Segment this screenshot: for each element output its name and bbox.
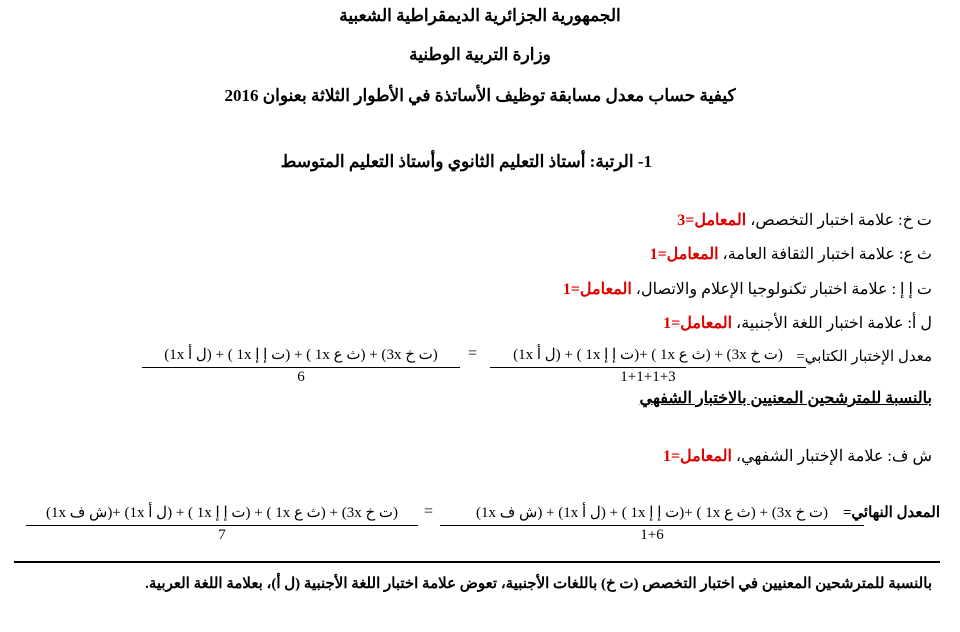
fraction-line [490,367,806,368]
footnote: بالنسبة للمترشحين المعنيين في اختبار التخصص (ت خ) باللغات الأجنبية، تعوض علامة اختبار اللغة الأجنبية (ل أ)، بعلامة اللغة العربية. [145,576,932,592]
written-formula-label: معدل الإختبار الكتابي= [796,349,932,365]
item-coefficient: المعامل=1 [663,315,733,332]
item-label: ث ع: علامة اختبار الثقافة العامة، [718,246,932,263]
item-coefficient: المعامل=1 [562,281,632,298]
list-item [663,446,932,466]
final-numerator: (ت خ 3x) + (ث ع 1x ) +(ت إ إ 1x ) + (ل أ 1x) + (ش ف 1x) [475,505,829,521]
equals-sign: = [424,503,434,520]
fraction-line [440,525,864,526]
section-heading: 1- الرتبة: أستاذ التعليم الثانوي وأستاذ التعليم المتوسط [280,152,652,171]
list-item [650,244,932,264]
written-numerator-simplified: (ت خ 3x) + (ث ع 1x ) + (ت إ إ 1x ) + (ل أ 1x) [164,347,438,363]
written-numerator: (ت خ 3x) + (ث ع 1x ) +(ت إ إ 1x ) + (ل أ 1x) [513,347,783,363]
fraction-line [142,367,460,368]
written-denominator-simplified: 6 [297,369,305,385]
final-denominator-simplified: 7 [218,527,226,543]
ministry-title: وزارة التربية الوطنية [409,45,551,64]
republic-title: الجمهورية الجزائرية الديمقراطية الشعبية [339,6,621,25]
final-numerator-simplified: (ت خ 3x) + (ث ع 1x ) + (ت إ إ 1x ) + (ل أ 1x) +(ش ف 1x) [45,505,399,521]
item-coefficient: المعامل=1 [649,246,719,263]
item-label: ل أ: علامة اختبار اللغة الأجنبية، [732,315,932,332]
list-item [563,279,932,299]
list-item [677,210,932,230]
fraction-line [26,525,418,526]
item-label: ت خ: علامة اختبار التخصص، [746,212,932,229]
final-formula-label: المعدل النهائي= [842,505,940,521]
equals-sign: = [468,345,478,362]
document-title: كيفية حساب معدل مسابقة توظيف الأساتذة في الأطوار الثلاثة بعنوان 2016 [224,86,736,105]
final-denominator: 1+6 [640,527,664,543]
separator-line [14,561,940,563]
written-denominator: 1+1+1+3 [620,369,676,385]
item-coefficient: المعامل=3 [677,212,747,229]
item-coefficient: المعامل=1 [662,448,732,465]
oral-heading: بالنسبة للمترشحين المعنيين بالاختبار الشفهي [639,390,932,407]
item-label: ش ف: علامة الإختبار الشفهي، [731,448,932,465]
item-label: ت إ إ : علامة اختبار تكنولوجيا الإعلام والاتصال، [631,281,932,298]
list-item [663,313,932,333]
